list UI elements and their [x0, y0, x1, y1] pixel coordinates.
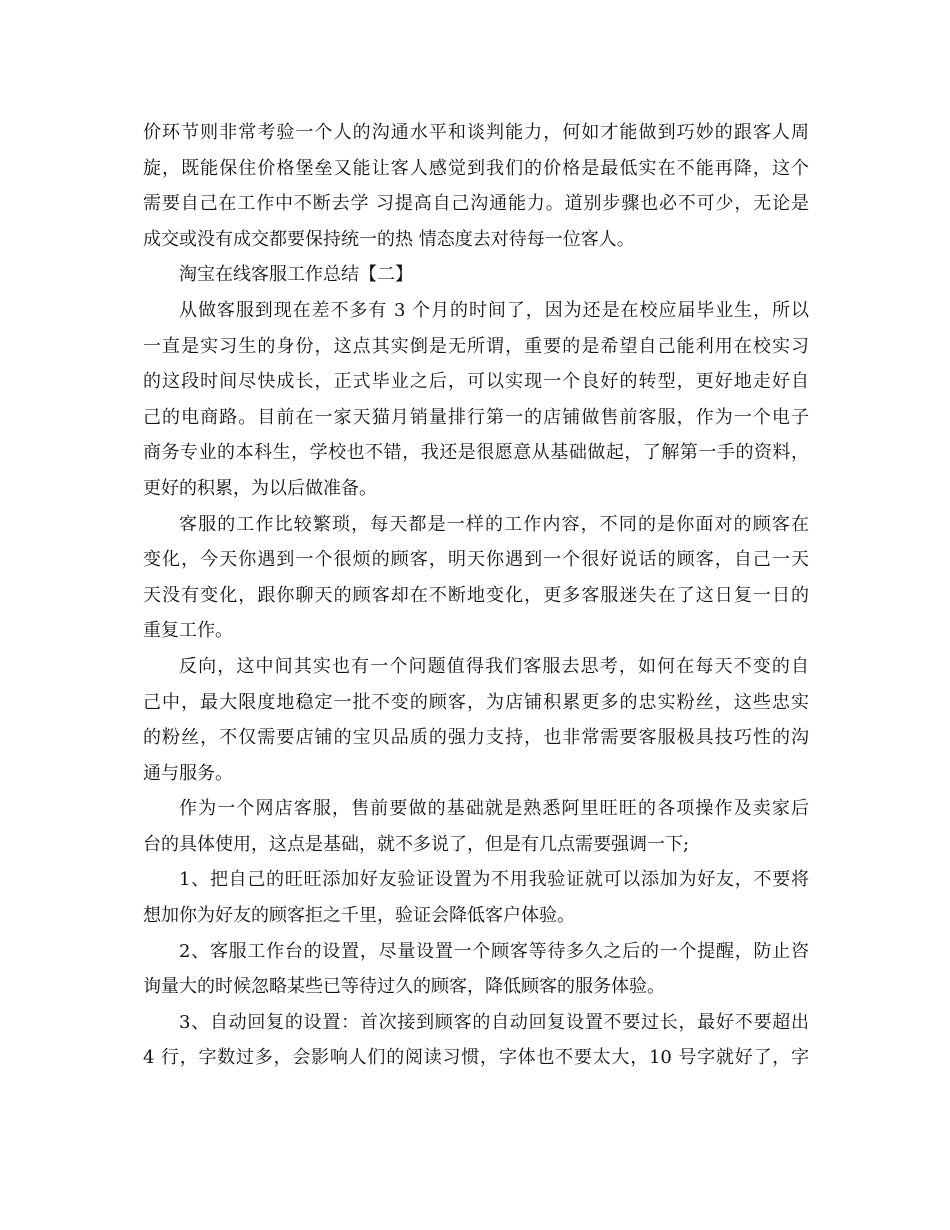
document-page: [143, 115, 809, 1076]
text-line: 4 行，字数过多，会影响人们的阅读习惯，字体也不要太大，10 号字就好了，字: [143, 1047, 809, 1069]
text-line: 通与服务。: [143, 762, 233, 784]
text-line: 反向，这中间其实也有一个问题值得我们客服去思考，如何在每天不变的自: [179, 655, 809, 677]
text-line: 己的电商路。目前在一家天猫月销量排行第一的店铺做售前客服，作为一个电子: [143, 406, 809, 428]
text-line: 重复工作。: [143, 620, 233, 642]
text-line: 询量大的时候忽略某些已等待过久的顾客，降低顾客的服务体验。: [143, 976, 665, 998]
text-line: 一直是实习生的身份，这点其实倒是无所谓，重要的是希望自己能利用在校实习: [143, 335, 809, 357]
text-line: 客服的工作比较繁琐，每天都是一样的工作内容，不同的是你面对的顾客在: [179, 513, 809, 535]
text-line: 从做客服到现在差不多有 3 个月的时间了，因为还是在校应届毕业生，所以: [179, 299, 809, 321]
text-line: 变化，今天你遇到一个很烦的顾客，明天你遇到一个很好说话的顾客，自己一天: [143, 549, 809, 571]
text-line: 2、客服工作台的设置，尽量设置一个顾客等待多久之后的一个提醒，防止咨: [179, 940, 809, 962]
text-line: 需要自己在工作中不断去学 习提高自己沟通能力。道别步骤也必不可少，无论是: [143, 193, 809, 215]
text-line: 台的具体使用，这点是基础，就不多说了，但是有几点需要强调一下;: [143, 833, 690, 855]
text-line: 己中，最大限度地稳定一批不变的顾客，为店铺积累更多的忠实粉丝，这些忠实: [143, 691, 809, 713]
text-line: 作为一个网店客服，售前要做的基础就是熟悉阿里旺旺的各项操作及卖家后: [179, 798, 809, 820]
text-line: 商务专业的本科生，学校也不错，我还是很愿意从基础做起，了解第一手的资料，: [143, 442, 809, 464]
text-line: 1、把自己的旺旺添加好友验证设置为不用我验证就可以添加为好友，不要将: [179, 869, 809, 891]
text-line: 旋，既能保住价格堡垒又能让客人感觉到我们的价格是最低实在不能再降，这个: [143, 157, 809, 179]
text-line: 的粉丝，不仅需要店铺的宝贝品质的强力支持，也非常需要客服极具技巧性的沟: [143, 727, 809, 749]
section-heading: 淘宝在线客服工作总结【二】: [179, 264, 413, 286]
text-line: 更好的积累，为以后做准备。: [143, 477, 377, 499]
text-line: 价环节则非常考验一个人的沟通水平和谈判能力，何如才能做到巧妙的跟客人周: [143, 122, 809, 143]
text-line: 3、自动回复的设置：首次接到顾客的自动回复设置不要过长，最好不要超出: [179, 1011, 809, 1033]
text-line: 天没有变化，跟你聊天的顾客却在不断地变化，更多客服迷失在了这日复一日的: [143, 584, 809, 606]
text-line: 想加你为好友的顾客拒之千里，验证会降低客户体验。: [143, 905, 575, 927]
text-line: 的这段时间尽快成长，正式毕业之后，可以实现一个良好的转型，更好地走好自: [143, 371, 809, 393]
text-line: 成交或没有成交都要保持统一的热 情态度去对待每一位客人。: [143, 228, 635, 250]
